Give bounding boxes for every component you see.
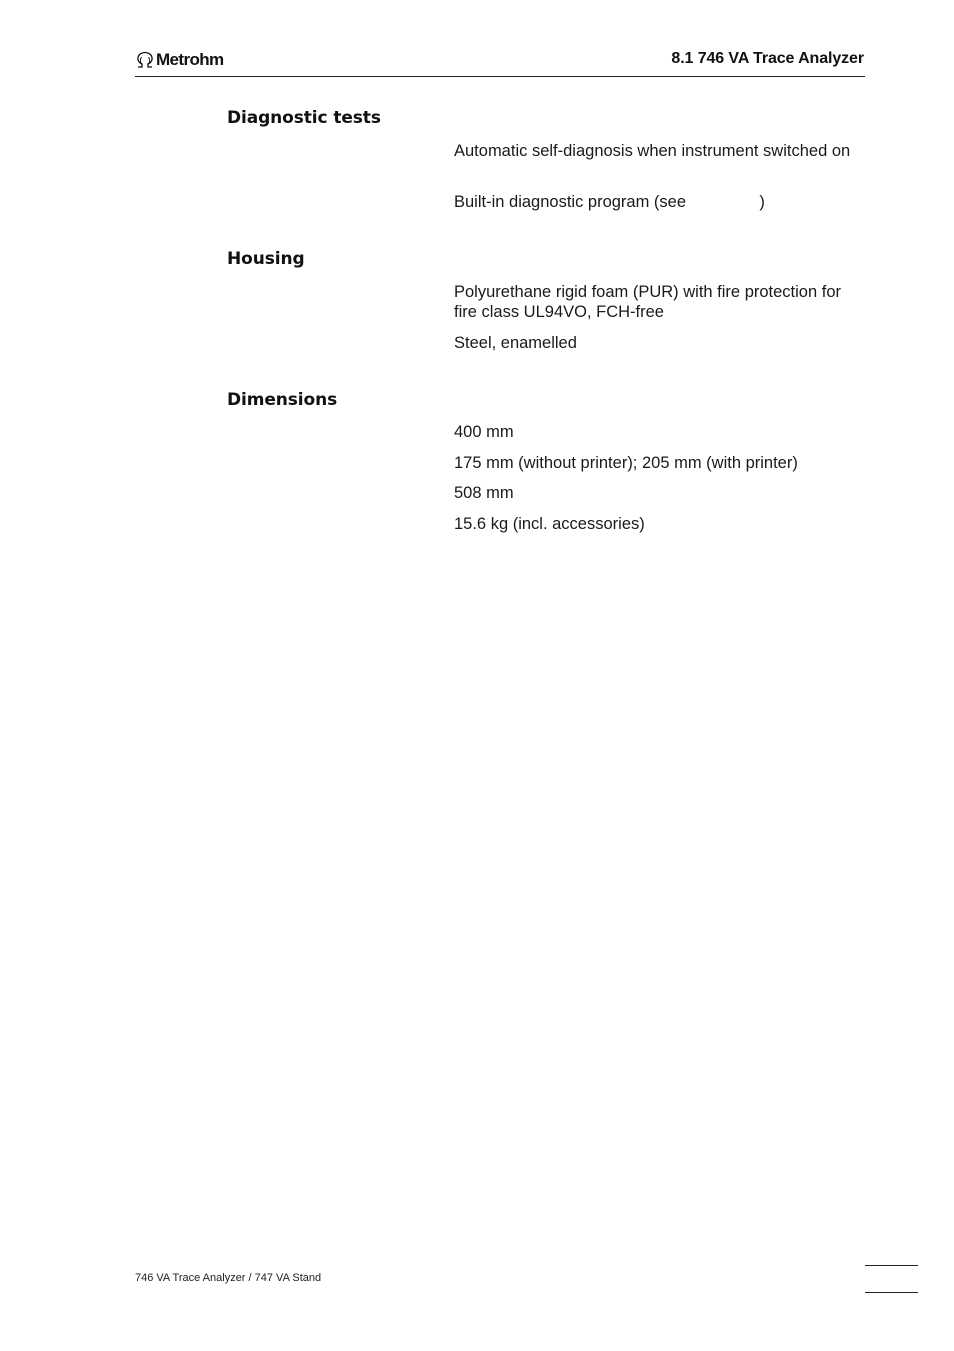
footer-text: 746 VA Trace Analyzer / 747 VA Stand <box>135 1272 322 1284</box>
page-header <box>135 46 865 77</box>
section-heading-diagnostic-tests: Diagnostic tests <box>227 108 381 128</box>
logo-text: Metrohm <box>156 50 224 69</box>
footer-rule-top <box>865 1265 918 1266</box>
housing-value-base: Steel, enamelled <box>454 334 577 352</box>
diagnostic-value-diagnostic-program: Built-in diagnostic program (see ) <box>454 193 765 211</box>
omega-logo-icon <box>135 51 155 69</box>
metrohm-logo <box>135 50 224 70</box>
page-title: 8.1 746 VA Trace Analyzer <box>671 50 864 67</box>
footer-rule-bottom <box>865 1292 918 1293</box>
dimensions-value-height: 175 mm (without printer); 205 mm (with printer) <box>454 454 798 472</box>
diagnostic-value-self-diagnosis: Automatic self-diagnosis when instrument switched on <box>454 142 851 160</box>
section-heading-dimensions: Dimensions <box>227 390 338 410</box>
dimensions-value-depth: 508 mm <box>454 484 514 502</box>
dimensions-value-width: 400 mm <box>454 423 514 441</box>
dimensions-value-weight: 15.6 kg (incl. accessories) <box>454 515 645 533</box>
housing-value-material: Polyurethane rigid foam (PUR) with fire protection for fire class UL94VO, FCH-free <box>454 283 841 321</box>
section-heading-housing: Housing <box>227 249 305 269</box>
